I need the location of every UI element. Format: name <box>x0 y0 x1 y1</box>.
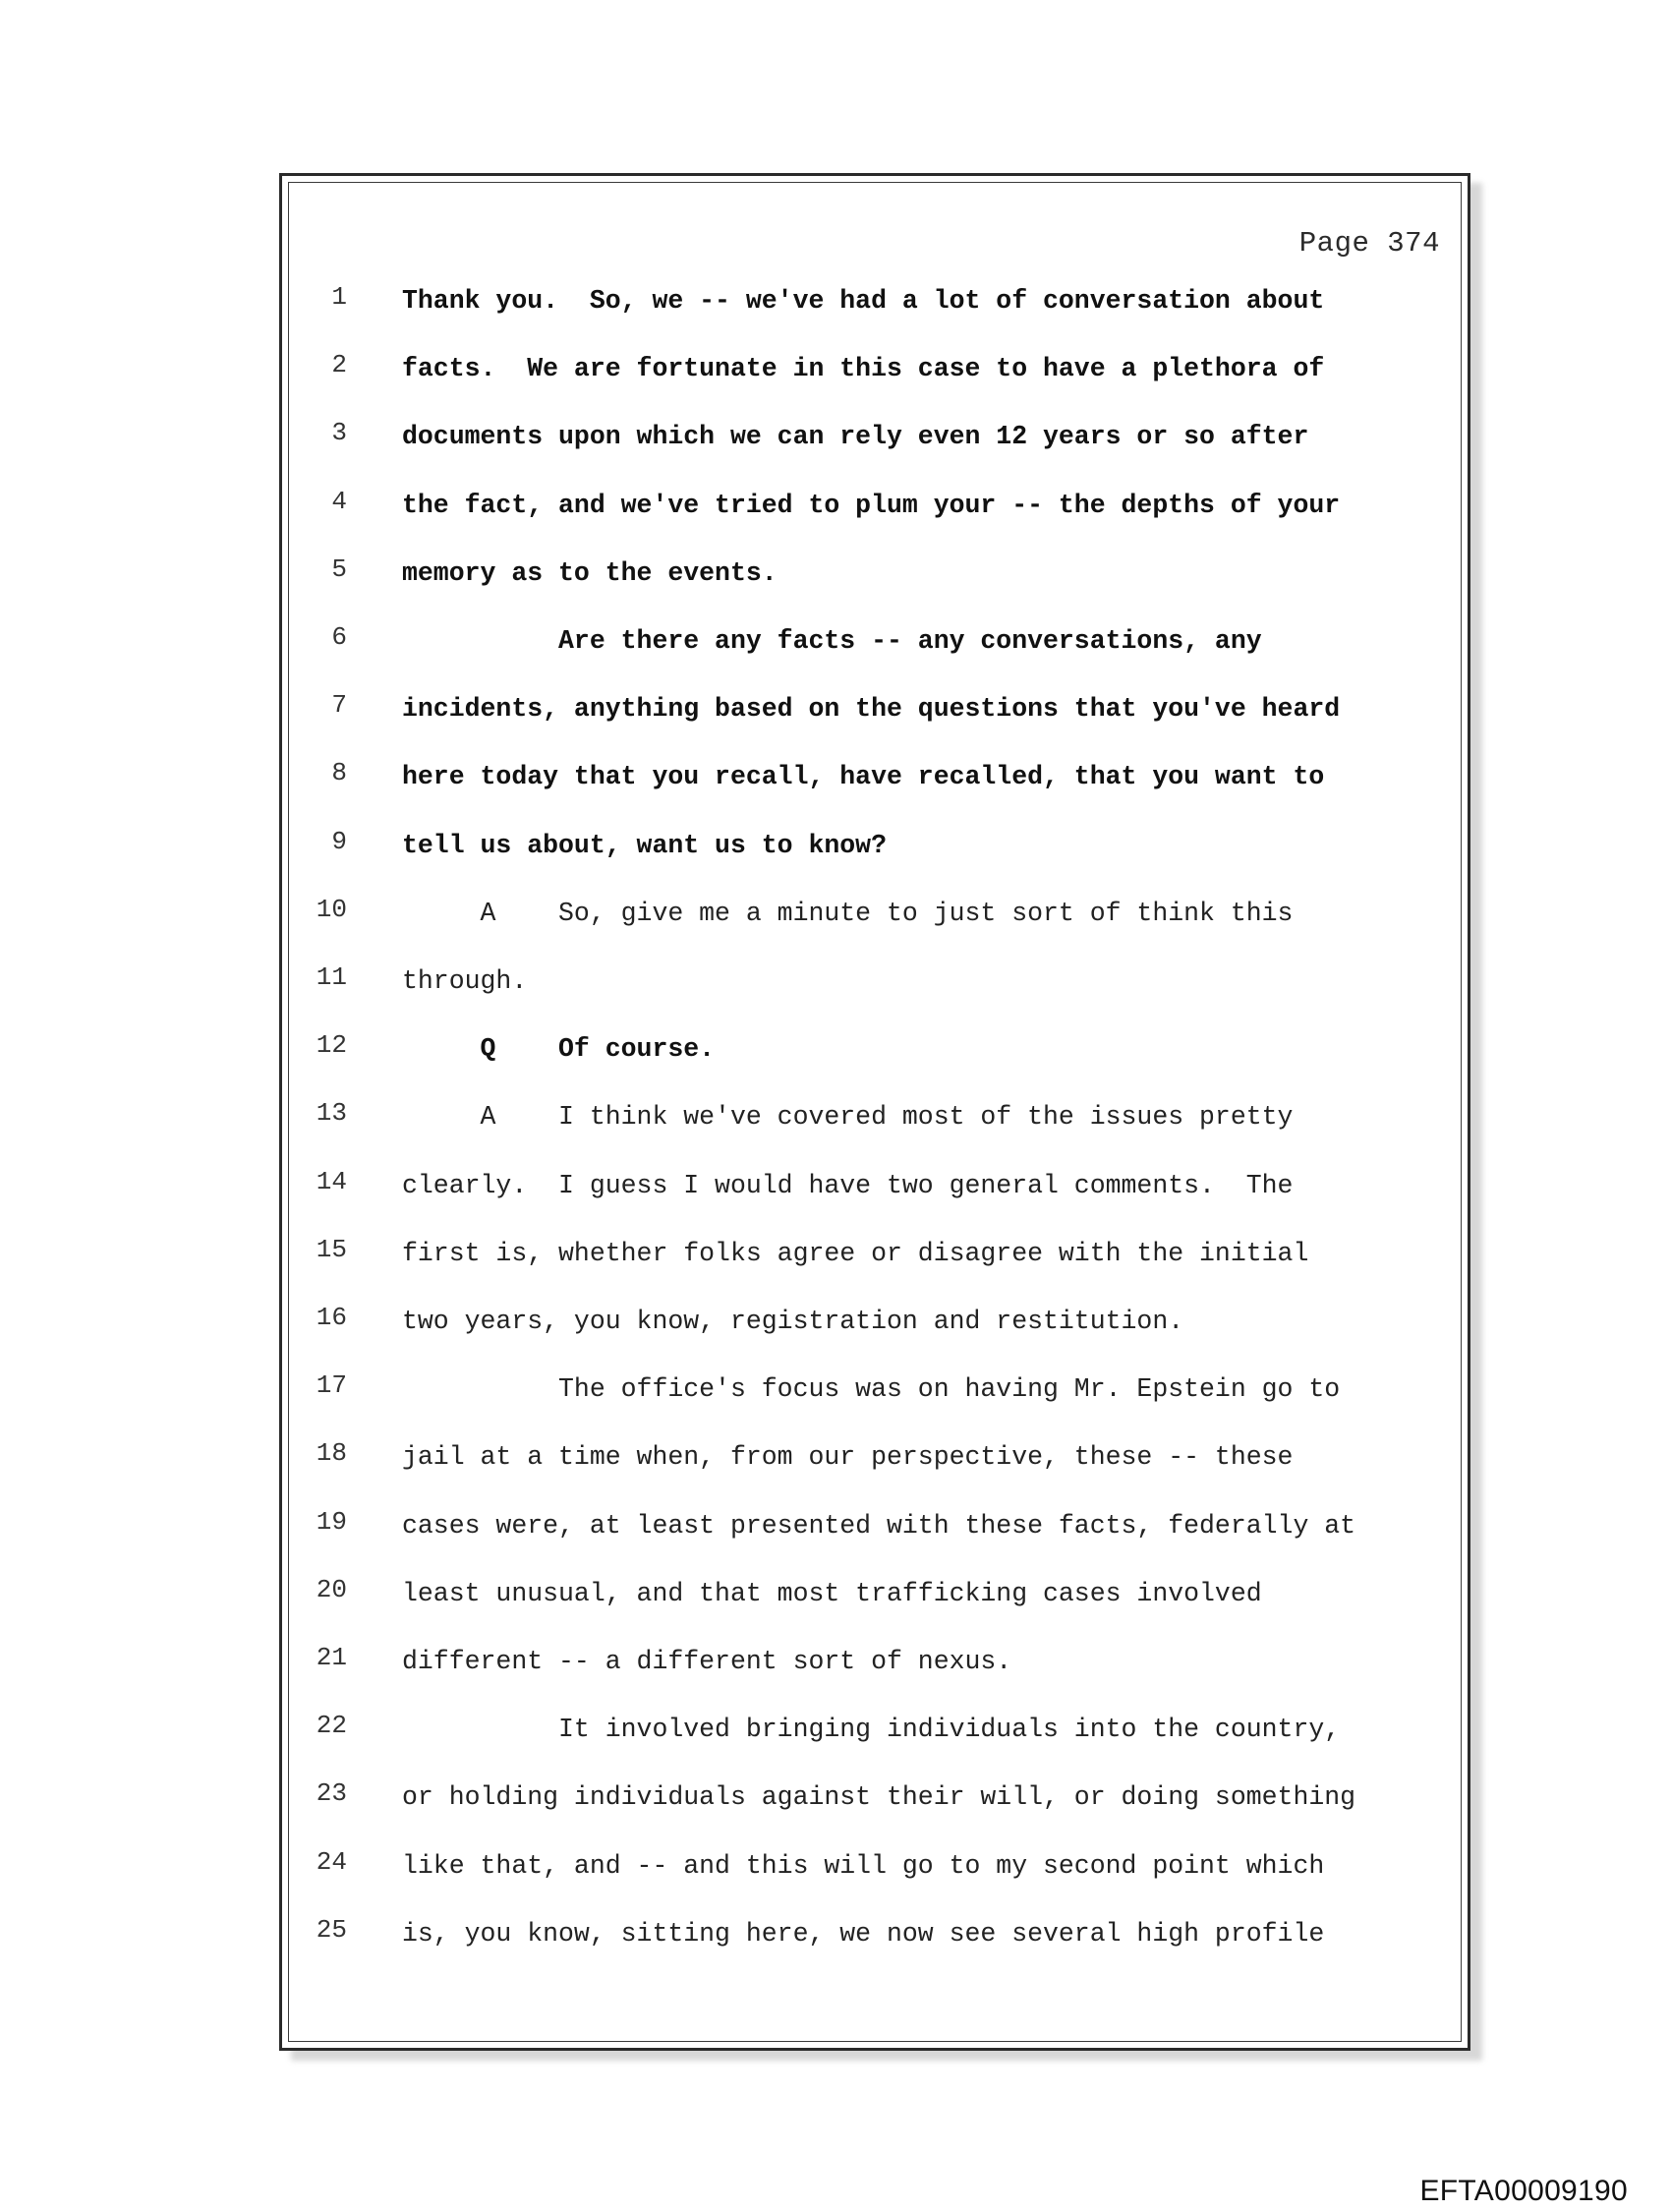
question-text: the fact, and we've tried to plum your -- the depths of your <box>402 490 1341 520</box>
question-text: here today that you recall, have recalled, that you want to <box>402 762 1325 792</box>
document-id: EFTA00009190 <box>1419 2175 1628 2207</box>
transcript-line <box>288 1370 1473 1410</box>
question-text: Thank you. So, we -- we've had a lot of conversation about <box>402 286 1325 316</box>
line-number: 20 <box>316 1574 347 1604</box>
line-number: 13 <box>316 1098 347 1129</box>
transcript-line <box>288 418 1473 457</box>
line-number: 24 <box>316 1846 347 1877</box>
transcript-line <box>288 1167 1473 1206</box>
transcript-line <box>288 1847 1473 1887</box>
question-text: documents upon which we can rely even 12 years or so after <box>402 422 1309 452</box>
transcript-line <box>288 487 1473 526</box>
transcript-line <box>288 1643 1473 1682</box>
answer-text: The office's focus was on having Mr. Epstein go to <box>402 1374 1341 1405</box>
question-text: Are there any facts -- any conversations, any <box>402 626 1262 656</box>
transcript-line <box>288 962 1473 1002</box>
line-number: 15 <box>316 1234 347 1264</box>
line-number: 8 <box>331 758 347 788</box>
line-number: 9 <box>331 826 347 856</box>
transcript-line <box>288 622 1473 662</box>
line-number: 14 <box>316 1166 347 1196</box>
line-number: 1 <box>331 282 347 312</box>
line-number: 25 <box>316 1914 347 1945</box>
answer-text: least unusual, and that most trafficking cases involved <box>402 1578 1262 1608</box>
transcript-line <box>288 1098 1473 1137</box>
answer-text: through. <box>402 966 528 996</box>
answer-text: It involved bringing individuals into the country, <box>402 1715 1341 1745</box>
transcript-line <box>288 282 1473 321</box>
transcript-line <box>288 895 1473 934</box>
line-number: 19 <box>316 1506 347 1537</box>
line-number: 22 <box>316 1711 347 1741</box>
transcript-line <box>288 1030 1473 1070</box>
answer-text: two years, you know, registration and restitution. <box>402 1307 1184 1336</box>
transcript-line <box>288 350 1473 389</box>
line-number: 12 <box>316 1030 347 1061</box>
transcript-line <box>288 1711 1473 1750</box>
transcript-line <box>288 1235 1473 1274</box>
line-number: 23 <box>316 1778 347 1809</box>
question-text: facts. We are fortunate in this case to have a plethora of <box>402 354 1325 384</box>
transcript-line <box>288 1778 1473 1818</box>
transcript-line <box>288 1575 1473 1614</box>
line-number: 17 <box>316 1370 347 1401</box>
answer-text: A So, give me a minute to just sort of think this <box>402 898 1294 928</box>
transcript-line <box>288 1507 1473 1546</box>
answer-text: first is, whether folks agree or disagree with the initial <box>402 1238 1309 1268</box>
line-number: 6 <box>331 622 347 652</box>
answer-text: is, you know, sitting here, we now see several high profile <box>402 1918 1325 1949</box>
answer-text: or holding individuals against their will, or doing something <box>402 1782 1356 1813</box>
line-number: 3 <box>331 418 347 448</box>
transcript-line <box>288 1438 1473 1478</box>
line-number: 16 <box>316 1303 347 1332</box>
transcript-line <box>288 1303 1473 1342</box>
line-number: 4 <box>331 486 347 516</box>
question-text: Q Of course. <box>402 1034 716 1065</box>
answer-text: cases were, at least presented with these facts, federally at <box>402 1510 1356 1541</box>
transcript-line <box>288 827 1473 866</box>
question-text: tell us about, want us to know? <box>402 830 887 860</box>
line-number: 7 <box>331 690 347 721</box>
transcript-page-frame <box>279 173 1470 2051</box>
transcript-line <box>288 1915 1473 1954</box>
transcript-line <box>288 554 1473 594</box>
question-text: memory as to the events. <box>402 557 778 588</box>
answer-text: A I think we've covered most of the issues pretty <box>402 1102 1294 1133</box>
answer-text: jail at a time when, from our perspective, these -- these <box>402 1442 1294 1473</box>
question-text: incidents, anything based on the questions that you've heard <box>402 694 1341 725</box>
answer-text: different -- a different sort of nexus. <box>402 1647 1012 1676</box>
transcript-line <box>288 758 1473 797</box>
line-number: 18 <box>316 1438 347 1469</box>
line-number: 10 <box>316 894 347 924</box>
line-number: 21 <box>316 1643 347 1672</box>
line-number: 11 <box>316 962 347 992</box>
line-number: 5 <box>331 553 347 584</box>
page-number: Page 374 <box>1298 227 1440 260</box>
line-number: 2 <box>331 350 347 380</box>
answer-text: like that, and -- and this will go to my second point which <box>402 1850 1325 1881</box>
transcript-line <box>288 690 1473 729</box>
answer-text: clearly. I guess I would have two general comments. The <box>402 1170 1294 1200</box>
